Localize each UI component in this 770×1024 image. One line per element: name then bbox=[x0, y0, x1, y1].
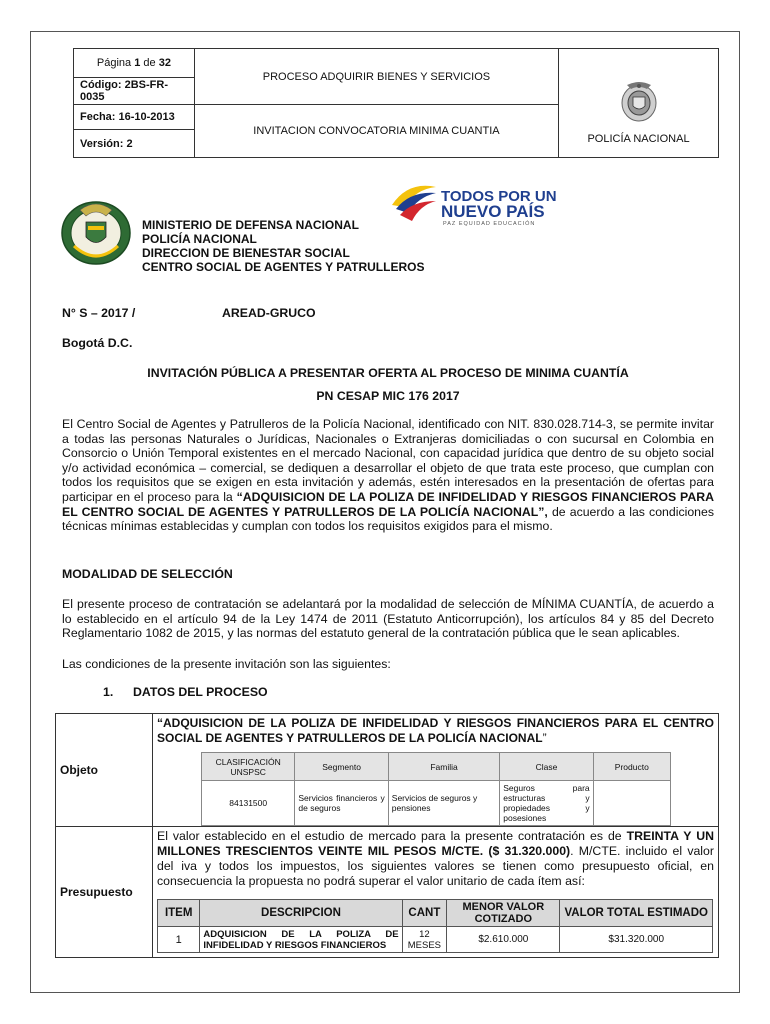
page-total: 32 bbox=[158, 57, 171, 69]
campaign-line1: TODOS POR UN bbox=[441, 188, 557, 205]
presupuesto-cell bbox=[153, 827, 719, 958]
item-quantity: 12 MESES bbox=[402, 927, 447, 953]
section-title: DATOS DEL PROCESO bbox=[133, 685, 268, 699]
entity-cell bbox=[559, 49, 719, 158]
class-family: Servicios de seguros y pensiones bbox=[388, 781, 499, 826]
class-header-unspsc: CLASIFICACIÓN UNSPSC bbox=[202, 753, 295, 781]
conditions-text: Las condiciones de la presente invitación son las siguientes: bbox=[62, 657, 391, 671]
police-seal-icon bbox=[619, 79, 659, 123]
police-seal-large-icon bbox=[60, 196, 132, 266]
reference-number: N° S – 2017 / bbox=[62, 306, 136, 320]
document-title: INVITACIÓN PÚBLICA A PRESENTAR OFERTA AL PROCESO DE MINIMA CUANTÍA bbox=[147, 366, 629, 380]
process-code: PN CESAP MIC 176 2017 bbox=[316, 389, 460, 403]
modality-heading: MODALIDAD DE SELECCIÓN bbox=[62, 567, 233, 581]
objeto-row bbox=[56, 714, 719, 827]
objeto-label: Objeto bbox=[56, 714, 153, 827]
items-header-quantity: CANT bbox=[402, 900, 447, 927]
class-header-segment: Segmento bbox=[295, 753, 388, 781]
class-product bbox=[593, 781, 670, 826]
item-description: ADQUISICION DE LA POLIZA DE INFIDELIDAD Y RIESGOS FINANCIEROS bbox=[200, 927, 402, 953]
document-date: Fecha: 16-10-2013 bbox=[74, 105, 195, 130]
class-header-class: Clase bbox=[500, 753, 593, 781]
items-header-description: DESCRIPCION bbox=[200, 900, 402, 927]
page-number: 1 bbox=[134, 57, 141, 69]
presupuesto-label: Presupuesto bbox=[56, 827, 153, 958]
modality-paragraph: El presente proceso de contratación se adelantará por la modalidad de selección de MÍNIMA CUANTÍA, de acuerdo a lo establecido en el artículo 94 de la Ley 1474 de 2011 (Estatuto Anticorrupción), los artículos 84 y 85 del Decreto Reglamentario 1082 de 2015, y las normas del estatuto general de la contratación pública que le sean aplicables. bbox=[62, 597, 714, 641]
presupuesto-amount: TREINTA Y UN MILLONES TRESCIENTOS VEINTE MIL PESOS M/CTE. ($ 31.320.000) bbox=[157, 829, 714, 858]
page-indicator bbox=[74, 49, 195, 78]
document-code: Código: 2BS-FR-0035 bbox=[74, 78, 195, 105]
institution-line3: DIRECCION DE BIENESTAR SOCIAL bbox=[142, 246, 350, 260]
item-total: $31.320.000 bbox=[560, 927, 713, 953]
intro-object: “ADQUISICION DE LA POLIZA DE INFIDELIDAD Y RIESGOS FINANCIEROS PARA EL CENTRO SOCIAL DE AGENTES Y PATRULLEROS DE LA POLICÍA NACIONAL”, bbox=[62, 489, 714, 519]
item-number: 1 bbox=[158, 927, 200, 953]
institution-block bbox=[142, 218, 424, 274]
items-header-lowest-value: MENOR VALOR COTIZADO bbox=[447, 900, 560, 927]
class-unspsc: 84131500 bbox=[202, 781, 295, 826]
reference-code: AREAD-GRUCO bbox=[222, 306, 316, 320]
institution-line1: MINISTERIO DE DEFENSA NACIONAL bbox=[142, 218, 359, 232]
items-table bbox=[157, 899, 713, 953]
institution-line2: POLICÍA NACIONAL bbox=[142, 232, 257, 246]
entity-name: POLICÍA NACIONAL bbox=[587, 133, 690, 145]
item-lowest-value: $2.610.000 bbox=[447, 927, 560, 953]
campaign-tagline: PAZ EQUIDAD EDUCACIÓN bbox=[443, 221, 536, 227]
page-of: de bbox=[143, 57, 156, 69]
class-header-product: Producto bbox=[593, 753, 670, 781]
class-segment: Servicios financieros y de seguros bbox=[295, 781, 388, 826]
process-name: PROCESO ADQUIRIR BIENES Y SERVICIOS bbox=[194, 49, 558, 105]
presupuesto-row bbox=[56, 827, 719, 958]
city: Bogotá D.C. bbox=[62, 336, 133, 350]
classification-table bbox=[201, 752, 671, 826]
intro-paragraph bbox=[62, 417, 714, 534]
items-header-total: VALOR TOTAL ESTIMADO bbox=[560, 900, 713, 927]
class-header-family: Familia bbox=[388, 753, 499, 781]
document-version: Versión: 2 bbox=[74, 130, 195, 158]
institution-line4: CENTRO SOCIAL DE AGENTES Y PATRULLEROS bbox=[142, 260, 425, 274]
section-number: 1. bbox=[103, 685, 114, 699]
objeto-cell bbox=[153, 714, 719, 827]
objeto-close-quote: ” bbox=[542, 731, 547, 745]
class-class: Seguros para estructuras y propiedades y posesiones bbox=[500, 781, 593, 826]
presupuesto-text-b: . M/CTE. incluido el valor del iva y todos los impuestos, los siguientes valores se tienen como presupuesto oficial, en consecuencia la propuesta no podrá superar el valor unitario de cada ítem así: bbox=[157, 844, 714, 888]
intro-tail: de acuerdo a las condiciones técnicas mínimas establecidas y cumplan con todos los requisitos exigidos para el mismo. bbox=[62, 504, 714, 534]
page-label: Página bbox=[96, 57, 132, 69]
objeto-value: “ADQUISICION DE LA POLIZA DE INFIDELIDAD Y RIESGOS FINANCIEROS PARA EL CENTRO SOCIAL DE AGENTES Y PATRULLEROS DE LA POLICÍA NACIONAL bbox=[157, 716, 714, 745]
campaign-line2: NUEVO PAÍS bbox=[441, 202, 545, 221]
process-data-table bbox=[55, 713, 719, 958]
table-row bbox=[158, 927, 713, 953]
items-header-item: ITEM bbox=[158, 900, 200, 927]
presupuesto-text bbox=[157, 829, 714, 889]
presupuesto-text-a: El valor establecido en el estudio de mercado para la presente contratación es de bbox=[157, 829, 627, 843]
objeto-text bbox=[157, 716, 714, 746]
invitation-type: INVITACION CONVOCATORIA MINIMA CUANTIA bbox=[194, 105, 558, 158]
intro-text: El Centro Social de Agentes y Patrulleros de la Policía Nacional, identificado con NIT. 830.028.714-3, se permite invitar a todas las personas Naturales o Jurídicas, Nacionales o Extranjeras domiciliadas o con sucursal en Colombia en Consorcio o Unión Temporal existentes en el mercado Nacional, con capacidad jurídica que dentro de su objeto social y/o actividad económica – comercial, se dediquen a desarrollar el objeto de que trata este proceso, que cumplan con todos los requisitos que se exigen en esta invitación y además, estén interesados en la presentación de ofertas para participar en el proceso para la bbox=[62, 417, 714, 504]
document-header-table bbox=[73, 48, 719, 158]
